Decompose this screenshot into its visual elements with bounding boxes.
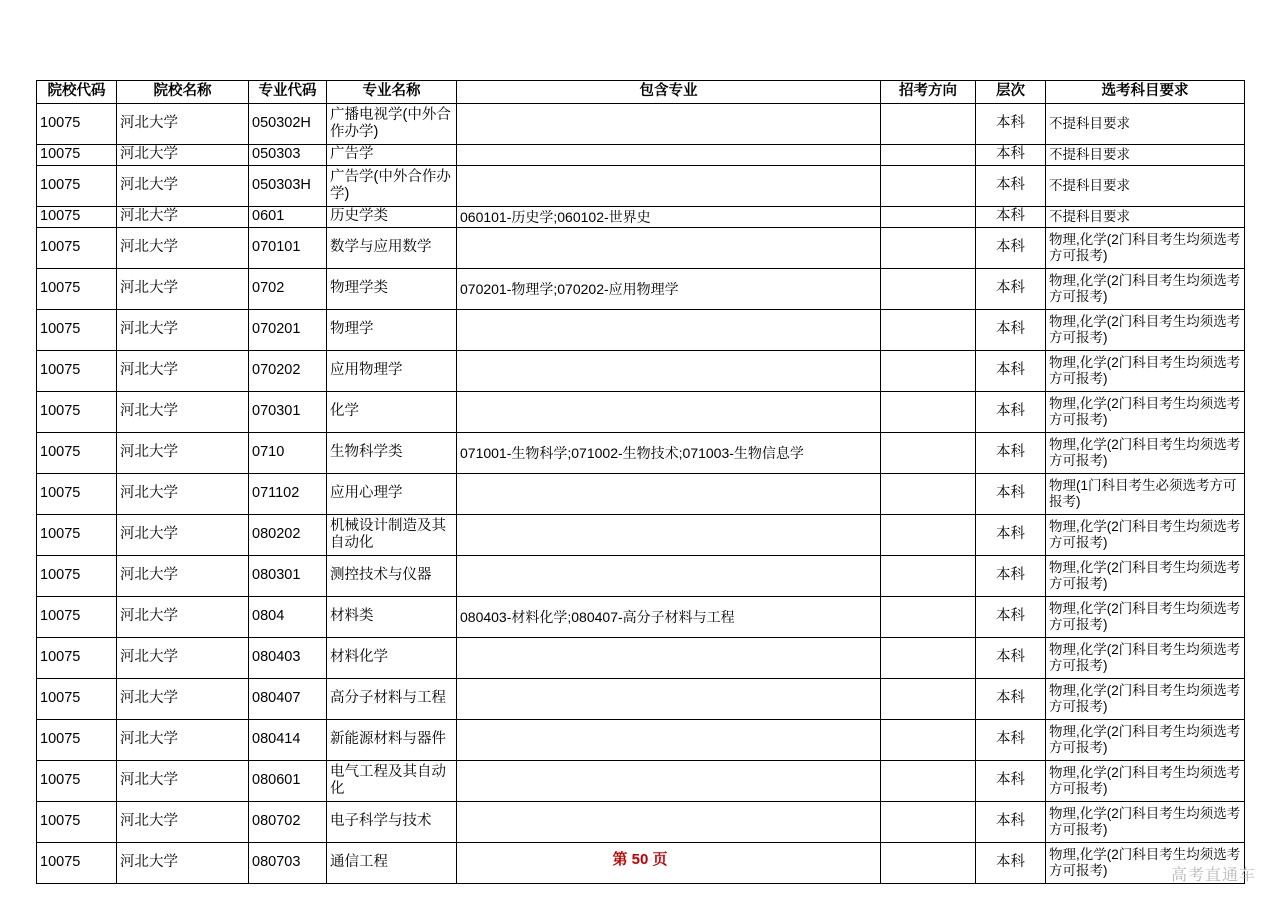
cell-major-name: 新能源材料与器件 bbox=[327, 720, 457, 761]
cell-level: 本科 bbox=[976, 269, 1046, 310]
cell-direction bbox=[881, 166, 976, 207]
cell-major-code: 050302H bbox=[249, 104, 327, 145]
cell-school-code: 10075 bbox=[37, 515, 117, 556]
cell-school-code: 10075 bbox=[37, 843, 117, 884]
cell-major-name: 应用物理学 bbox=[327, 351, 457, 392]
cell-major-code: 050303H bbox=[249, 166, 327, 207]
cell-level: 本科 bbox=[976, 802, 1046, 843]
cell-subject-requirement: 物理,化学(2门科目考生均须选考方可报考) bbox=[1046, 515, 1245, 556]
cell-direction bbox=[881, 392, 976, 433]
cell-school-name: 河北大学 bbox=[117, 474, 249, 515]
cell-major-name: 广告学 bbox=[327, 145, 457, 166]
cell-direction bbox=[881, 720, 976, 761]
cell-included-majors bbox=[457, 392, 881, 433]
cell-major-code: 080403 bbox=[249, 638, 327, 679]
cell-included-majors: 071001-生物科学;071002-生物技术;071003-生物信息学 bbox=[457, 433, 881, 474]
cell-school-name: 河北大学 bbox=[117, 720, 249, 761]
cell-major-name: 材料化学 bbox=[327, 638, 457, 679]
table-header bbox=[37, 81, 1245, 104]
cell-school-code: 10075 bbox=[37, 145, 117, 166]
cell-subject-requirement: 物理,化学(2门科目考生均须选考方可报考) bbox=[1046, 392, 1245, 433]
table-row bbox=[37, 474, 1245, 515]
cell-subject-requirement: 不提科目要求 bbox=[1046, 104, 1245, 145]
cell-major-code: 080702 bbox=[249, 802, 327, 843]
table-row bbox=[37, 720, 1245, 761]
cell-school-code: 10075 bbox=[37, 720, 117, 761]
cell-subject-requirement: 物理,化学(2门科目考生均须选考方可报考) bbox=[1046, 556, 1245, 597]
cell-level: 本科 bbox=[976, 351, 1046, 392]
cell-major-code: 080202 bbox=[249, 515, 327, 556]
table-row bbox=[37, 207, 1245, 228]
cell-subject-requirement: 物理,化学(2门科目考生均须选考方可报考) bbox=[1046, 638, 1245, 679]
column-header-level: 层次 bbox=[976, 81, 1046, 104]
cell-school-name: 河北大学 bbox=[117, 638, 249, 679]
cell-included-majors bbox=[457, 166, 881, 207]
cell-level: 本科 bbox=[976, 392, 1046, 433]
cell-level: 本科 bbox=[976, 556, 1046, 597]
cell-major-code: 070301 bbox=[249, 392, 327, 433]
cell-major-code: 080407 bbox=[249, 679, 327, 720]
majors-table-container bbox=[36, 80, 1244, 884]
table-row bbox=[37, 638, 1245, 679]
table-body bbox=[37, 104, 1245, 884]
cell-major-name: 应用心理学 bbox=[327, 474, 457, 515]
column-header-included-majors: 包含专业 bbox=[457, 81, 881, 104]
cell-level: 本科 bbox=[976, 207, 1046, 228]
cell-school-name: 河北大学 bbox=[117, 269, 249, 310]
cell-school-name: 河北大学 bbox=[117, 433, 249, 474]
cell-major-name: 生物科学类 bbox=[327, 433, 457, 474]
cell-level: 本科 bbox=[976, 145, 1046, 166]
table-row bbox=[37, 597, 1245, 638]
cell-included-majors bbox=[457, 638, 881, 679]
cell-major-name: 电子科学与技术 bbox=[327, 802, 457, 843]
column-header-school-name: 院校名称 bbox=[117, 81, 249, 104]
cell-subject-requirement: 物理,化学(2门科目考生均须选考方可报考) bbox=[1046, 228, 1245, 269]
cell-major-code: 070202 bbox=[249, 351, 327, 392]
cell-major-code: 071102 bbox=[249, 474, 327, 515]
cell-level: 本科 bbox=[976, 310, 1046, 351]
cell-school-code: 10075 bbox=[37, 104, 117, 145]
cell-major-name: 历史学类 bbox=[327, 207, 457, 228]
cell-subject-requirement: 物理,化学(2门科目考生均须选考方可报考) bbox=[1046, 843, 1245, 884]
cell-major-name: 机械设计制造及其自动化 bbox=[327, 515, 457, 556]
cell-subject-requirement: 物理,化学(2门科目考生均须选考方可报考) bbox=[1046, 310, 1245, 351]
cell-direction bbox=[881, 310, 976, 351]
cell-school-code: 10075 bbox=[37, 228, 117, 269]
table-row bbox=[37, 761, 1245, 802]
cell-school-name: 河北大学 bbox=[117, 515, 249, 556]
cell-school-code: 10075 bbox=[37, 761, 117, 802]
cell-major-name: 通信工程 bbox=[327, 843, 457, 884]
column-header-subject-requirement: 选考科目要求 bbox=[1046, 81, 1245, 104]
cell-school-code: 10075 bbox=[37, 351, 117, 392]
cell-school-code: 10075 bbox=[37, 597, 117, 638]
cell-school-code: 10075 bbox=[37, 392, 117, 433]
cell-major-code: 080414 bbox=[249, 720, 327, 761]
cell-major-name: 物理学 bbox=[327, 310, 457, 351]
cell-direction bbox=[881, 207, 976, 228]
cell-level: 本科 bbox=[976, 761, 1046, 802]
cell-school-code: 10075 bbox=[37, 802, 117, 843]
cell-major-name: 物理学类 bbox=[327, 269, 457, 310]
cell-school-name: 河北大学 bbox=[117, 310, 249, 351]
cell-school-name: 河北大学 bbox=[117, 802, 249, 843]
cell-included-majors bbox=[457, 310, 881, 351]
cell-direction bbox=[881, 597, 976, 638]
cell-included-majors bbox=[457, 104, 881, 145]
cell-subject-requirement: 物理,化学(2门科目考生均须选考方可报考) bbox=[1046, 269, 1245, 310]
cell-school-name: 河北大学 bbox=[117, 556, 249, 597]
cell-included-majors: 080403-材料化学;080407-高分子材料与工程 bbox=[457, 597, 881, 638]
cell-level: 本科 bbox=[976, 433, 1046, 474]
cell-school-code: 10075 bbox=[37, 310, 117, 351]
cell-school-code: 10075 bbox=[37, 166, 117, 207]
watermark-label: 高考直通车 bbox=[1170, 867, 1256, 884]
cell-major-code: 0601 bbox=[249, 207, 327, 228]
cell-subject-requirement: 物理,化学(2门科目考生均须选考方可报考) bbox=[1046, 761, 1245, 802]
cell-level: 本科 bbox=[976, 720, 1046, 761]
cell-subject-requirement: 不提科目要求 bbox=[1046, 145, 1245, 166]
cell-major-name: 数学与应用数学 bbox=[327, 228, 457, 269]
column-header-major-name: 专业名称 bbox=[327, 81, 457, 104]
cell-level: 本科 bbox=[976, 679, 1046, 720]
cell-major-code: 0710 bbox=[249, 433, 327, 474]
cell-major-code: 0804 bbox=[249, 597, 327, 638]
table-row bbox=[37, 310, 1245, 351]
cell-included-majors bbox=[457, 802, 881, 843]
cell-major-code: 0702 bbox=[249, 269, 327, 310]
cell-major-name: 测控技术与仪器 bbox=[327, 556, 457, 597]
cell-level: 本科 bbox=[976, 638, 1046, 679]
cell-major-code: 080301 bbox=[249, 556, 327, 597]
cell-school-name: 河北大学 bbox=[117, 597, 249, 638]
cell-included-majors bbox=[457, 720, 881, 761]
cell-school-name: 河北大学 bbox=[117, 392, 249, 433]
cell-included-majors bbox=[457, 228, 881, 269]
cell-major-name: 广告学(中外合作办学) bbox=[327, 166, 457, 207]
cell-level: 本科 bbox=[976, 104, 1046, 145]
cell-school-name: 河北大学 bbox=[117, 104, 249, 145]
cell-included-majors bbox=[457, 351, 881, 392]
cell-school-code: 10075 bbox=[37, 207, 117, 228]
cell-school-name: 河北大学 bbox=[117, 166, 249, 207]
cell-direction bbox=[881, 228, 976, 269]
cell-subject-requirement: 物理,化学(2门科目考生均须选考方可报考) bbox=[1046, 433, 1245, 474]
cell-included-majors: 070201-物理学;070202-应用物理学 bbox=[457, 269, 881, 310]
cell-subject-requirement: 不提科目要求 bbox=[1046, 166, 1245, 207]
cell-major-name: 高分子材料与工程 bbox=[327, 679, 457, 720]
cell-subject-requirement: 物理,化学(2门科目考生均须选考方可报考) bbox=[1046, 351, 1245, 392]
cell-major-name: 电气工程及其自动化 bbox=[327, 761, 457, 802]
cell-school-code: 10075 bbox=[37, 679, 117, 720]
cell-subject-requirement: 物理,化学(2门科目考生均须选考方可报考) bbox=[1046, 720, 1245, 761]
table-row bbox=[37, 104, 1245, 145]
table-row bbox=[37, 145, 1245, 166]
table-row bbox=[37, 515, 1245, 556]
cell-school-code: 10075 bbox=[37, 474, 117, 515]
table-row bbox=[37, 392, 1245, 433]
cell-major-code: 070201 bbox=[249, 310, 327, 351]
table-row bbox=[37, 679, 1245, 720]
cell-direction bbox=[881, 474, 976, 515]
table-row bbox=[37, 269, 1245, 310]
cell-direction bbox=[881, 802, 976, 843]
cell-included-majors bbox=[457, 474, 881, 515]
column-header-major-code: 专业代码 bbox=[249, 81, 327, 104]
cell-included-majors bbox=[457, 515, 881, 556]
cell-school-code: 10075 bbox=[37, 638, 117, 679]
cell-school-name: 河北大学 bbox=[117, 843, 249, 884]
cell-level: 本科 bbox=[976, 228, 1046, 269]
column-header-school-code: 院校代码 bbox=[37, 81, 117, 104]
table-row bbox=[37, 228, 1245, 269]
cell-major-code: 080601 bbox=[249, 761, 327, 802]
cell-included-majors bbox=[457, 679, 881, 720]
cell-major-code: 070101 bbox=[249, 228, 327, 269]
cell-direction bbox=[881, 433, 976, 474]
cell-level: 本科 bbox=[976, 166, 1046, 207]
cell-included-majors bbox=[457, 556, 881, 597]
cell-major-name: 材料类 bbox=[327, 597, 457, 638]
cell-major-name: 广播电视学(中外合作办学) bbox=[327, 104, 457, 145]
cell-included-majors bbox=[457, 761, 881, 802]
cell-included-majors bbox=[457, 145, 881, 166]
table-row bbox=[37, 166, 1245, 207]
cell-direction bbox=[881, 269, 976, 310]
cell-subject-requirement: 物理(1门科目考生必须选考方可报考) bbox=[1046, 474, 1245, 515]
cell-school-code: 10075 bbox=[37, 433, 117, 474]
cell-school-code: 10075 bbox=[37, 556, 117, 597]
cell-direction bbox=[881, 104, 976, 145]
table-row bbox=[37, 433, 1245, 474]
cell-subject-requirement: 不提科目要求 bbox=[1046, 207, 1245, 228]
cell-level: 本科 bbox=[976, 597, 1046, 638]
cell-direction bbox=[881, 761, 976, 802]
cell-level: 本科 bbox=[976, 515, 1046, 556]
cell-school-name: 河北大学 bbox=[117, 679, 249, 720]
cell-included-majors: 060101-历史学;060102-世界史 bbox=[457, 207, 881, 228]
cell-school-name: 河北大学 bbox=[117, 228, 249, 269]
cell-direction bbox=[881, 638, 976, 679]
cell-school-name: 河北大学 bbox=[117, 351, 249, 392]
majors-table bbox=[36, 80, 1245, 884]
cell-school-code: 10075 bbox=[37, 269, 117, 310]
cell-subject-requirement: 物理,化学(2门科目考生均须选考方可报考) bbox=[1046, 679, 1245, 720]
page-number: 第 50 页 bbox=[612, 851, 668, 868]
cell-direction bbox=[881, 515, 976, 556]
cell-major-name: 化学 bbox=[327, 392, 457, 433]
table-row bbox=[37, 556, 1245, 597]
cell-school-name: 河北大学 bbox=[117, 145, 249, 166]
table-row bbox=[37, 351, 1245, 392]
cell-subject-requirement: 物理,化学(2门科目考生均须选考方可报考) bbox=[1046, 597, 1245, 638]
cell-school-name: 河北大学 bbox=[117, 207, 249, 228]
cell-direction bbox=[881, 679, 976, 720]
cell-major-code: 050303 bbox=[249, 145, 327, 166]
cell-level: 本科 bbox=[976, 474, 1046, 515]
table-header-row bbox=[37, 81, 1245, 104]
table-row bbox=[37, 802, 1245, 843]
cell-subject-requirement: 物理,化学(2门科目考生均须选考方可报考) bbox=[1046, 802, 1245, 843]
cell-school-name: 河北大学 bbox=[117, 761, 249, 802]
cell-direction bbox=[881, 145, 976, 166]
cell-direction bbox=[881, 351, 976, 392]
cell-level: 本科 bbox=[976, 843, 1046, 884]
cell-major-code: 080703 bbox=[249, 843, 327, 884]
cell-direction bbox=[881, 556, 976, 597]
column-header-direction: 招考方向 bbox=[881, 81, 976, 104]
